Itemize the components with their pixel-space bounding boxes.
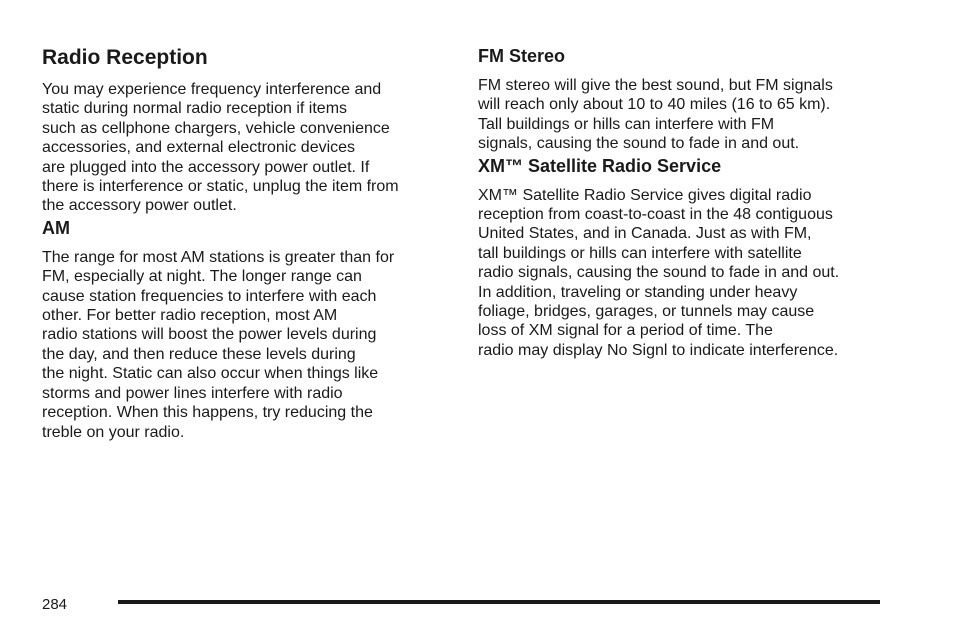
fm-line: will reach only about 10 to 40 miles (16 to 65 km).	[478, 96, 831, 114]
fm-line: signals, causing the sound to fade in and out.	[478, 135, 800, 153]
footer-rule	[118, 600, 880, 604]
xm-line: radio signals, causing the sound to fade in and out.	[478, 264, 840, 282]
fm-line: Tall buildings or hills can interfere with FM	[478, 115, 775, 133]
am-line: reception. When this happens, try reducing the	[42, 404, 373, 422]
intro-line: You may experience frequency interference and	[42, 81, 382, 98]
intro-line: accessories, and external electronic devices	[42, 139, 356, 157]
intro-line: there is interference or static, unplug the item from	[42, 178, 399, 196]
xm-line: In addition, traveling or standing under heavy	[478, 283, 798, 301]
intro-line: static during normal radio reception if items	[42, 100, 348, 118]
xm-line: loss of XM signal for a period of time. The	[478, 322, 773, 340]
am-line: radio stations will boost the power levels during	[42, 326, 377, 344]
xm-line: XM™ Satellite Radio Service gives digital radio	[478, 186, 812, 204]
fm-paragraph	[478, 76, 888, 154]
fm-line: FM stereo will give the best sound, but FM signals	[478, 77, 833, 94]
am-line: other. For better radio reception, most AM	[42, 307, 338, 325]
intro-line: such as cellphone chargers, vehicle convenience	[42, 119, 390, 137]
am-line: FM, especially at night. The longer range can	[42, 268, 362, 286]
am-line: the day, and then reduce these levels during	[42, 345, 356, 363]
xm-line: tall buildings or hills can interfere with satellite	[478, 244, 802, 262]
page-number: 284	[42, 596, 68, 613]
am-line: treble on your radio.	[42, 423, 185, 441]
am-line: cause station frequencies to interfere with each	[42, 287, 377, 305]
xm-paragraph	[478, 186, 888, 361]
am-paragraph	[42, 248, 450, 442]
xm-line: radio may display No Signl to indicate interference.	[478, 341, 839, 359]
xm-line: reception from coast-to-coast in the 48 contiguous	[478, 206, 833, 224]
intro-paragraph	[42, 80, 450, 216]
xm-line: foliage, bridges, garages, or tunnels may cause	[478, 303, 815, 321]
am-line: storms and power lines interfere with radio	[42, 384, 343, 402]
am-line: The range for most AM stations is greater than for	[42, 248, 395, 266]
xm-heading: XM™ Satellite Radio Service	[478, 155, 722, 176]
xm-line: United States, and in Canada. Just as with FM,	[478, 225, 812, 243]
am-heading: AM	[42, 217, 70, 238]
intro-line: the accessory power outlet.	[42, 197, 237, 215]
page-title: Radio Reception	[42, 46, 208, 69]
intro-line: are plugged into the accessory power outlet. If	[42, 158, 370, 176]
fm-stereo-heading: FM Stereo	[478, 46, 566, 66]
right-column	[478, 44, 888, 360]
left-column	[42, 44, 450, 442]
am-line: the night. Static can also occur when things like	[42, 365, 379, 383]
